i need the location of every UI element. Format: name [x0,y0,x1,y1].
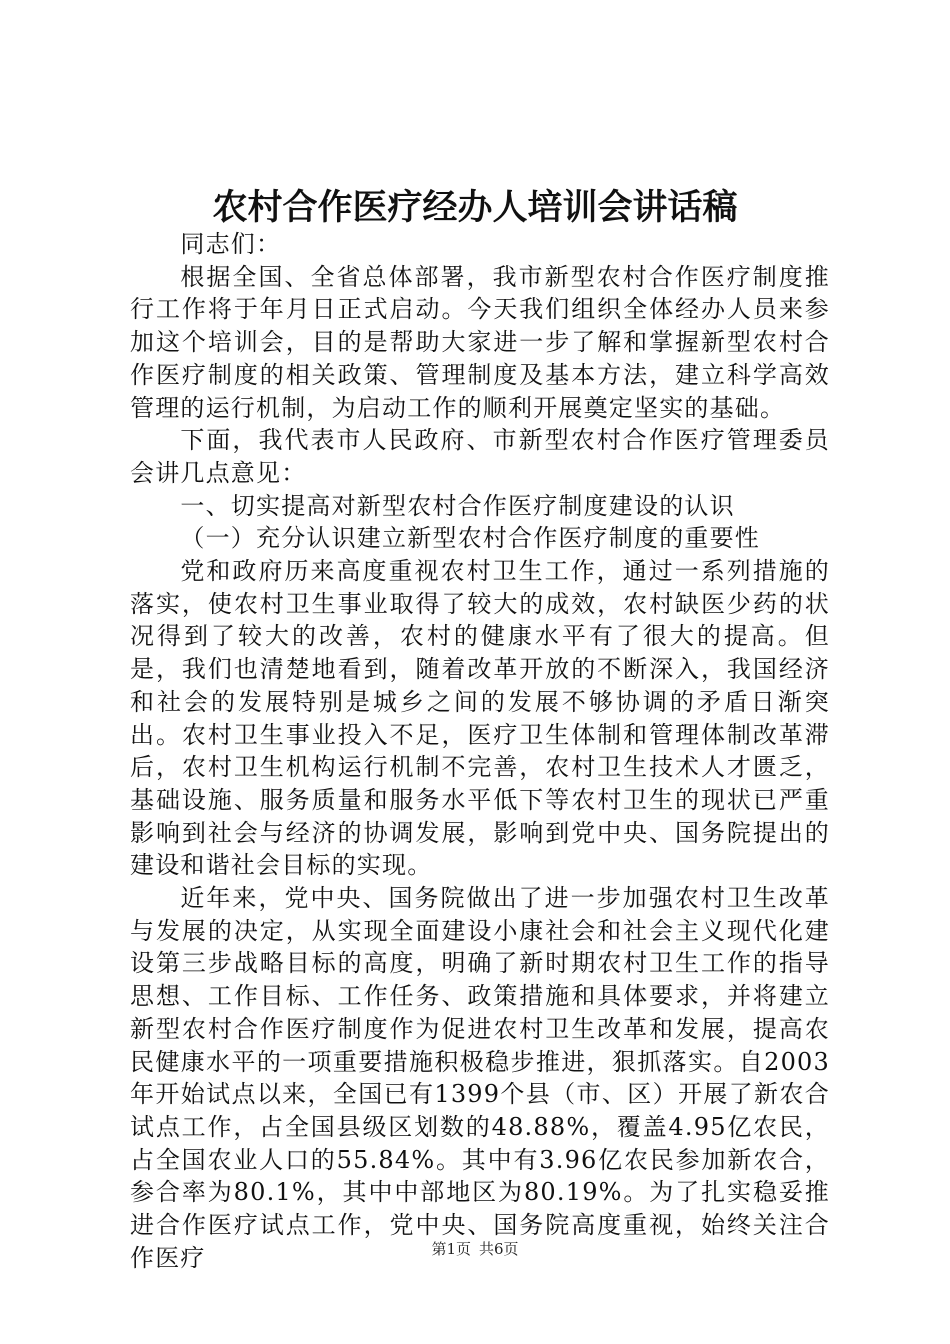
page-total: 共6页 [479,1240,519,1258]
page-footer [0,1238,950,1260]
body-paragraph: 党和政府历来高度重视农村卫生工作，通过一系列措施的落实，使农村卫生事业取得了较大的成效，农村缺医少药的状况得到了较大的改善，农村的健康水平有了很大的提高。但是，我们也清楚地看到，随着改革开放的不断深入，我国经济和社会的发展特别是城乡之间的发展不够协调的矛盾日渐突出。农村卫生事业投入不足，医疗卫生体制和管理体制改革滞后，农村卫生机构运行机制不完善，农村卫生技术人才匮乏，基础设施、服务质量和服务水平低下等农村卫生的现状已严重影响到社会与经济的协调发展，影响到党中央、国务院提出的建设和谐社会目标的实现。 [130,557,830,880]
section-heading: 一、切实提高对新型农村合作医疗制度建设的认识 [180,491,735,520]
body-paragraph: 根据全国、全省总体部署，我市新型农村合作医疗制度推行工作将于年月日正式启动。今天我们组织全体经办人员来参加这个培训会，目的是帮助大家进一步了解和掌握新型农村合作医疗制度的相关政策、管理制度及基本方法，建立科学高效管理的运行机制，为启动工作的顺利开展奠定坚实的基础。 [130,262,830,422]
body-paragraph: 近年来，党中央、国务院做出了进一步加强农村卫生改革与发展的决定，从实现全面建设小康社会和社会主义现代化建设第三步战略目标的高度，明确了新时期农村卫生工作的指导思想、工作目标、工作任务、政策措施和具体要求，并将建立新型农村合作医疗制度作为促进农村卫生改革和发展，提高农民健康水平的一项重要措施积极稳步推进，狠抓落实。自2003年开始试点以来，全国已有1399个县（市、区）开展了新农合试点工作，占全国县级区划数的48.88%，覆盖4.95亿农民，占全国农业人口的55.84%。其中有3.96亿农民参加新农合，参合率为80.1%，其中中部地区为80.19%。为了扎实稳妥推进合作医疗试点工作，党中央、国务院高度重视，始终关注合作医疗 [130,884,830,1272]
document-title: 农村合作医疗经办人培训会讲话稿 [212,187,738,228]
page-number: 第1页 [431,1240,471,1258]
salutation-paragraph: 同志们： [180,230,282,258]
body-paragraph: 下面，我代表市人民政府、市新型农村合作医疗管理委员会讲几点意见： [130,426,830,487]
document-body [130,228,830,1275]
subsection-heading: （一）充分认识建立新型农村合作医疗制度的重要性 [180,524,760,553]
